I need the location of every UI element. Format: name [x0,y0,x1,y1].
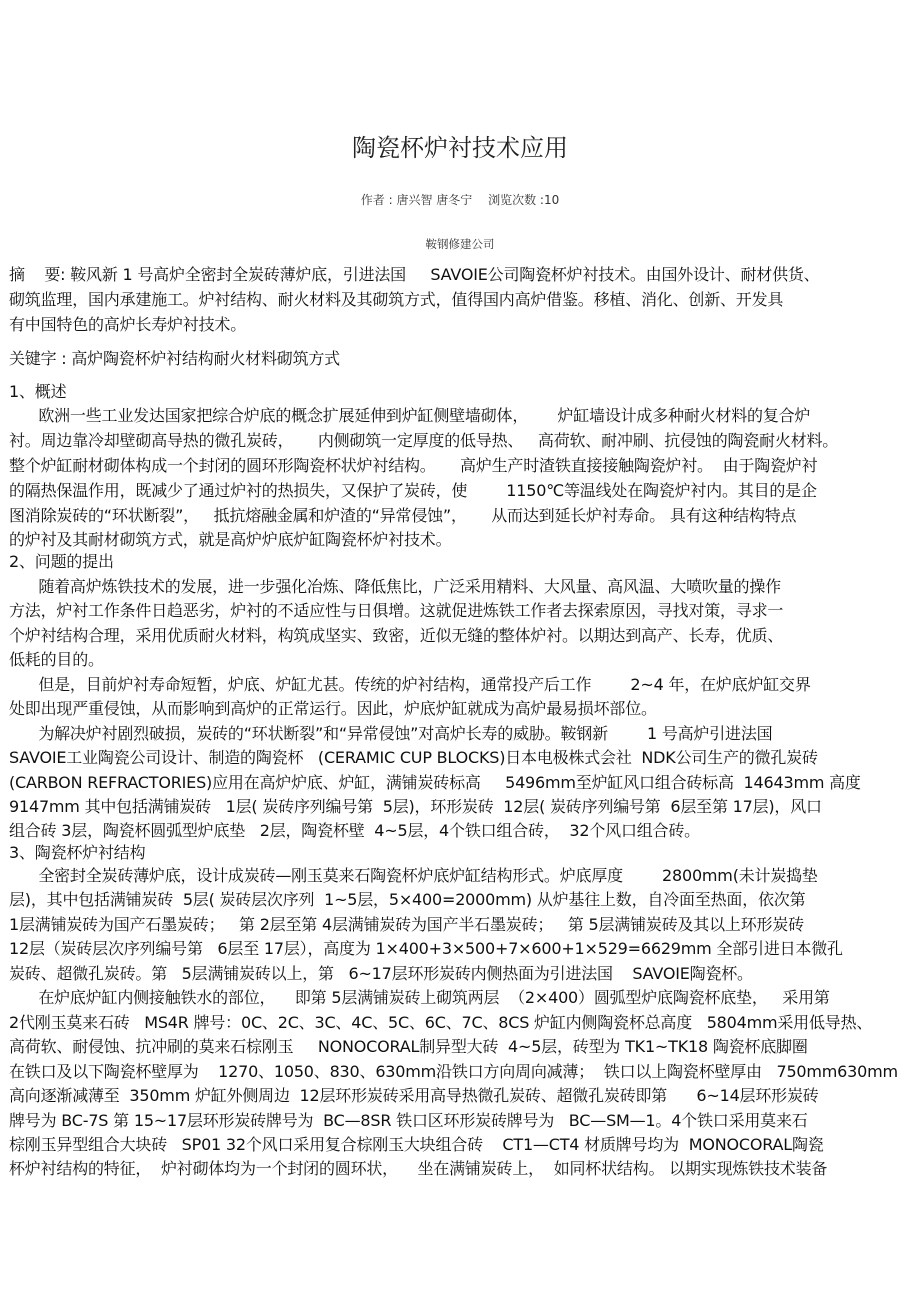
text-line: 有中国特色的高炉长寿炉衬技术。 [9,315,247,334]
text-line: 的隔热保温作用，既减少了通过炉衬的热损失，又保护了炭砖，使 1150℃等温线处在陶瓷炉衬内。其目的是企 [9,481,817,500]
text-line: 高荷软、耐侵蚀、抗冲刷的莫来石棕刚玉 NONOCORAL制异型大砖 4~5层，砖型为 TK1~TK18 陶瓷杯底脚圈 [9,1037,808,1056]
text-line: 全密封全炭砖薄炉底，设计成炭砖—刚玉莫来石陶瓷杯炉底炉缸结构形式。炉底厚度 2800mm(未计炭捣垫 [9,866,818,885]
text-line: 低耗的目的。 [9,650,104,669]
section-heading: 2、问题的提出 [9,552,114,571]
author: 作者 : 唐兴智 唐冬宁 [360,193,473,207]
text-line: 但是，目前炉衬寿命短暂，炉底、炉缸尤甚。传统的炉衬结构，通常投产后工作 2~4 年，在炉底炉缸交界 [9,675,811,694]
text-line: 的炉衬及其耐材砌筑方式，就是高炉炉底炉缸陶瓷杯炉衬技术。 [9,530,452,549]
text-line: 牌号为 BC-7S 第 15~17层环形炭砖牌号为 BC—8SR 铁口区环形炭砖牌号为 BC—SM—1。4个铁口采用莫来石 [9,1111,808,1130]
text-line: 砌筑监理，国内承建施工。炉衬结构、耐火材料及其砌筑方式，值得国内高炉借鉴。移植、消化、创新、开发具 [9,290,784,309]
text-line: (CARBON REFRACTORIES)应用在高炉炉底、炉缸，满铺炭砖标高 5496mm至炉缸风口组合砖标高 14643mm 高度 [9,773,861,792]
text-line: 在铁口及以下陶瓷杯壁厚为 1270、1050、830、630mm沿铁口方向周向减薄； 铁口以上陶瓷杯壁厚由 750mm630mm [9,1062,898,1081]
text-line: 整个炉缸耐材砌体构成一个封闭的圆环形陶瓷杯状炉衬结构。 高炉生产时渣铁直接接触陶瓷炉衬。 由于陶瓷炉衬 [9,456,818,475]
text-line: 层)，其中包括满铺炭砖 5层( 炭砖层次序列 1~5层，5×400=2000mm) 从炉基往上数，自冷面至热面，依次第 [9,890,806,909]
text-line: 9147mm 其中包括满铺炭砖 1层( 炭砖序列编号第 5层)，环形炭砖 12层( 炭砖序列编号第 6层至第 17层)，风口 [9,797,822,816]
text-line: 为解决炉衬剧烈破损，炭砖的“环状断裂”和“异常侵蚀”对高炉长寿的威胁。鞍钢新 1 号高炉引进法国 [9,724,773,743]
company: 鞍钢修建公司 [425,237,495,251]
text-line: 组合砖 3层，陶瓷杯圆弧型炉底垫 2层，陶瓷杯壁 4~5层，4个铁口组合砖， 32个风口组合砖。 [9,821,700,840]
text-line: 方法，炉衬工作条件日趋恶劣，炉衬的不适应性与日俱增。这就促进炼铁工作者去探索原因，寻找对策，寻求一 [9,601,784,620]
text-line: 随着高炉炼铁技术的发展，进一步强化冶炼、降低焦比，广泛采用精料、大风量、高风温、大喷吹量的操作 [9,577,781,596]
keywords: 关键字 : 高炉陶瓷杯炉衬结构耐火材料砌筑方式 [9,349,340,368]
text-line: 图消除炭砖的“环状断裂”， 抵抗熔融金属和炉渣的“异常侵蚀”， 从而达到延长炉衬寿命。 具有这种结构特点 [9,506,797,525]
text-line: 2代刚玉莫来石砖 MS4R 牌号：0C、2C、3C、4C、5C、6C、7C、8CS 炉缸内侧陶瓷杯总高度 5804mm采用低导热、 [9,1013,873,1032]
text-line: 高向逐渐减薄至 350mm 炉缸外侧周边 12层环形炭砖采用高导热微孔炭砖、超微孔炭砖即第 6~14层环形炭砖 [9,1086,819,1105]
view-count: 浏览次数 :10 [488,193,560,207]
text-line: 杯炉衬结构的特征， 炉衬砌体均为一个封闭的圆环状， 坐在满铺炭砖上， 如同杯状结构。 以期实现炼铁技术装备 [9,1159,828,1178]
section-heading: 3、陶瓷杯炉衬结构 [9,843,146,862]
text-line: 12层（炭砖层次序列编号第 6层至 17层），高度为 1×400+3×500+7×600+1×529=6629mm 全部引进日本微孔 [9,939,843,958]
page-title: 陶瓷杯炉衬技术应用 [352,134,568,162]
text-line: 个炉衬结构合理，采用优质耐火材料，构筑成坚实、致密，近似无缝的整体炉衬。以期达到高产、长寿，优质、 [9,626,784,645]
text-line: 炭砖、超微孔炭砖。第 5层满铺炭砖以上，第 6~17层环形炭砖内侧热面为引进法国 SAVOIE陶瓷杯。 [9,964,753,983]
text-line: 棕刚玉异型组合大块砖 SP01 32个风口采用复合棕刚玉大块组合砖 CT1—CT4 材质牌号均为 MONOCORAL陶瓷 [9,1135,824,1154]
text-line: 衬。周边靠冷却壁砌高导热的微孔炭砖， 内侧砌筑一定厚度的低导热、 高荷软、耐冲刷、抗侵蚀的陶瓷耐火材料。 [9,431,839,450]
text-line: SAVOIE工业陶瓷公司设计、制造的陶瓷杯 (CERAMIC CUP BLOCKS)日本电极株式会社 NDK公司生产的微孔炭砖 [9,748,818,767]
text-line: 在炉底炉缸内侧接触铁水的部位， 即第 5层满铺炭砖上砌筑两层 （2×400）圆弧型炉底陶瓷杯底垫， 采用第 [9,988,830,1007]
section-heading: 1、概述 [9,382,67,401]
text-line: 1层满铺炭砖为国产石墨炭砖； 第 2层至第 4层满铺炭砖为国产半石墨炭砖； 第 5层满铺炭砖及其以上环形炭砖 [9,915,804,934]
text-line: 摘 要: 鞍风新 1 号高炉全密封全炭砖薄炉底，引进法国 SAVOIE公司陶瓷杯炉衬技术。由国外设计、耐材供货、 [9,265,820,284]
text-line: 欧洲一些工业发达国家把综合炉底的概念扩展延伸到炉缸侧壁墙砌体， 炉缸墙设计成多种耐火材料的复合炉 [9,406,811,425]
article-meta [0,191,920,208]
text-line: 处即出现严重侵蚀，从而影响到高炉的正常运行。因此，炉底炉缸就成为高炉最易损坏部位。 [9,699,657,718]
